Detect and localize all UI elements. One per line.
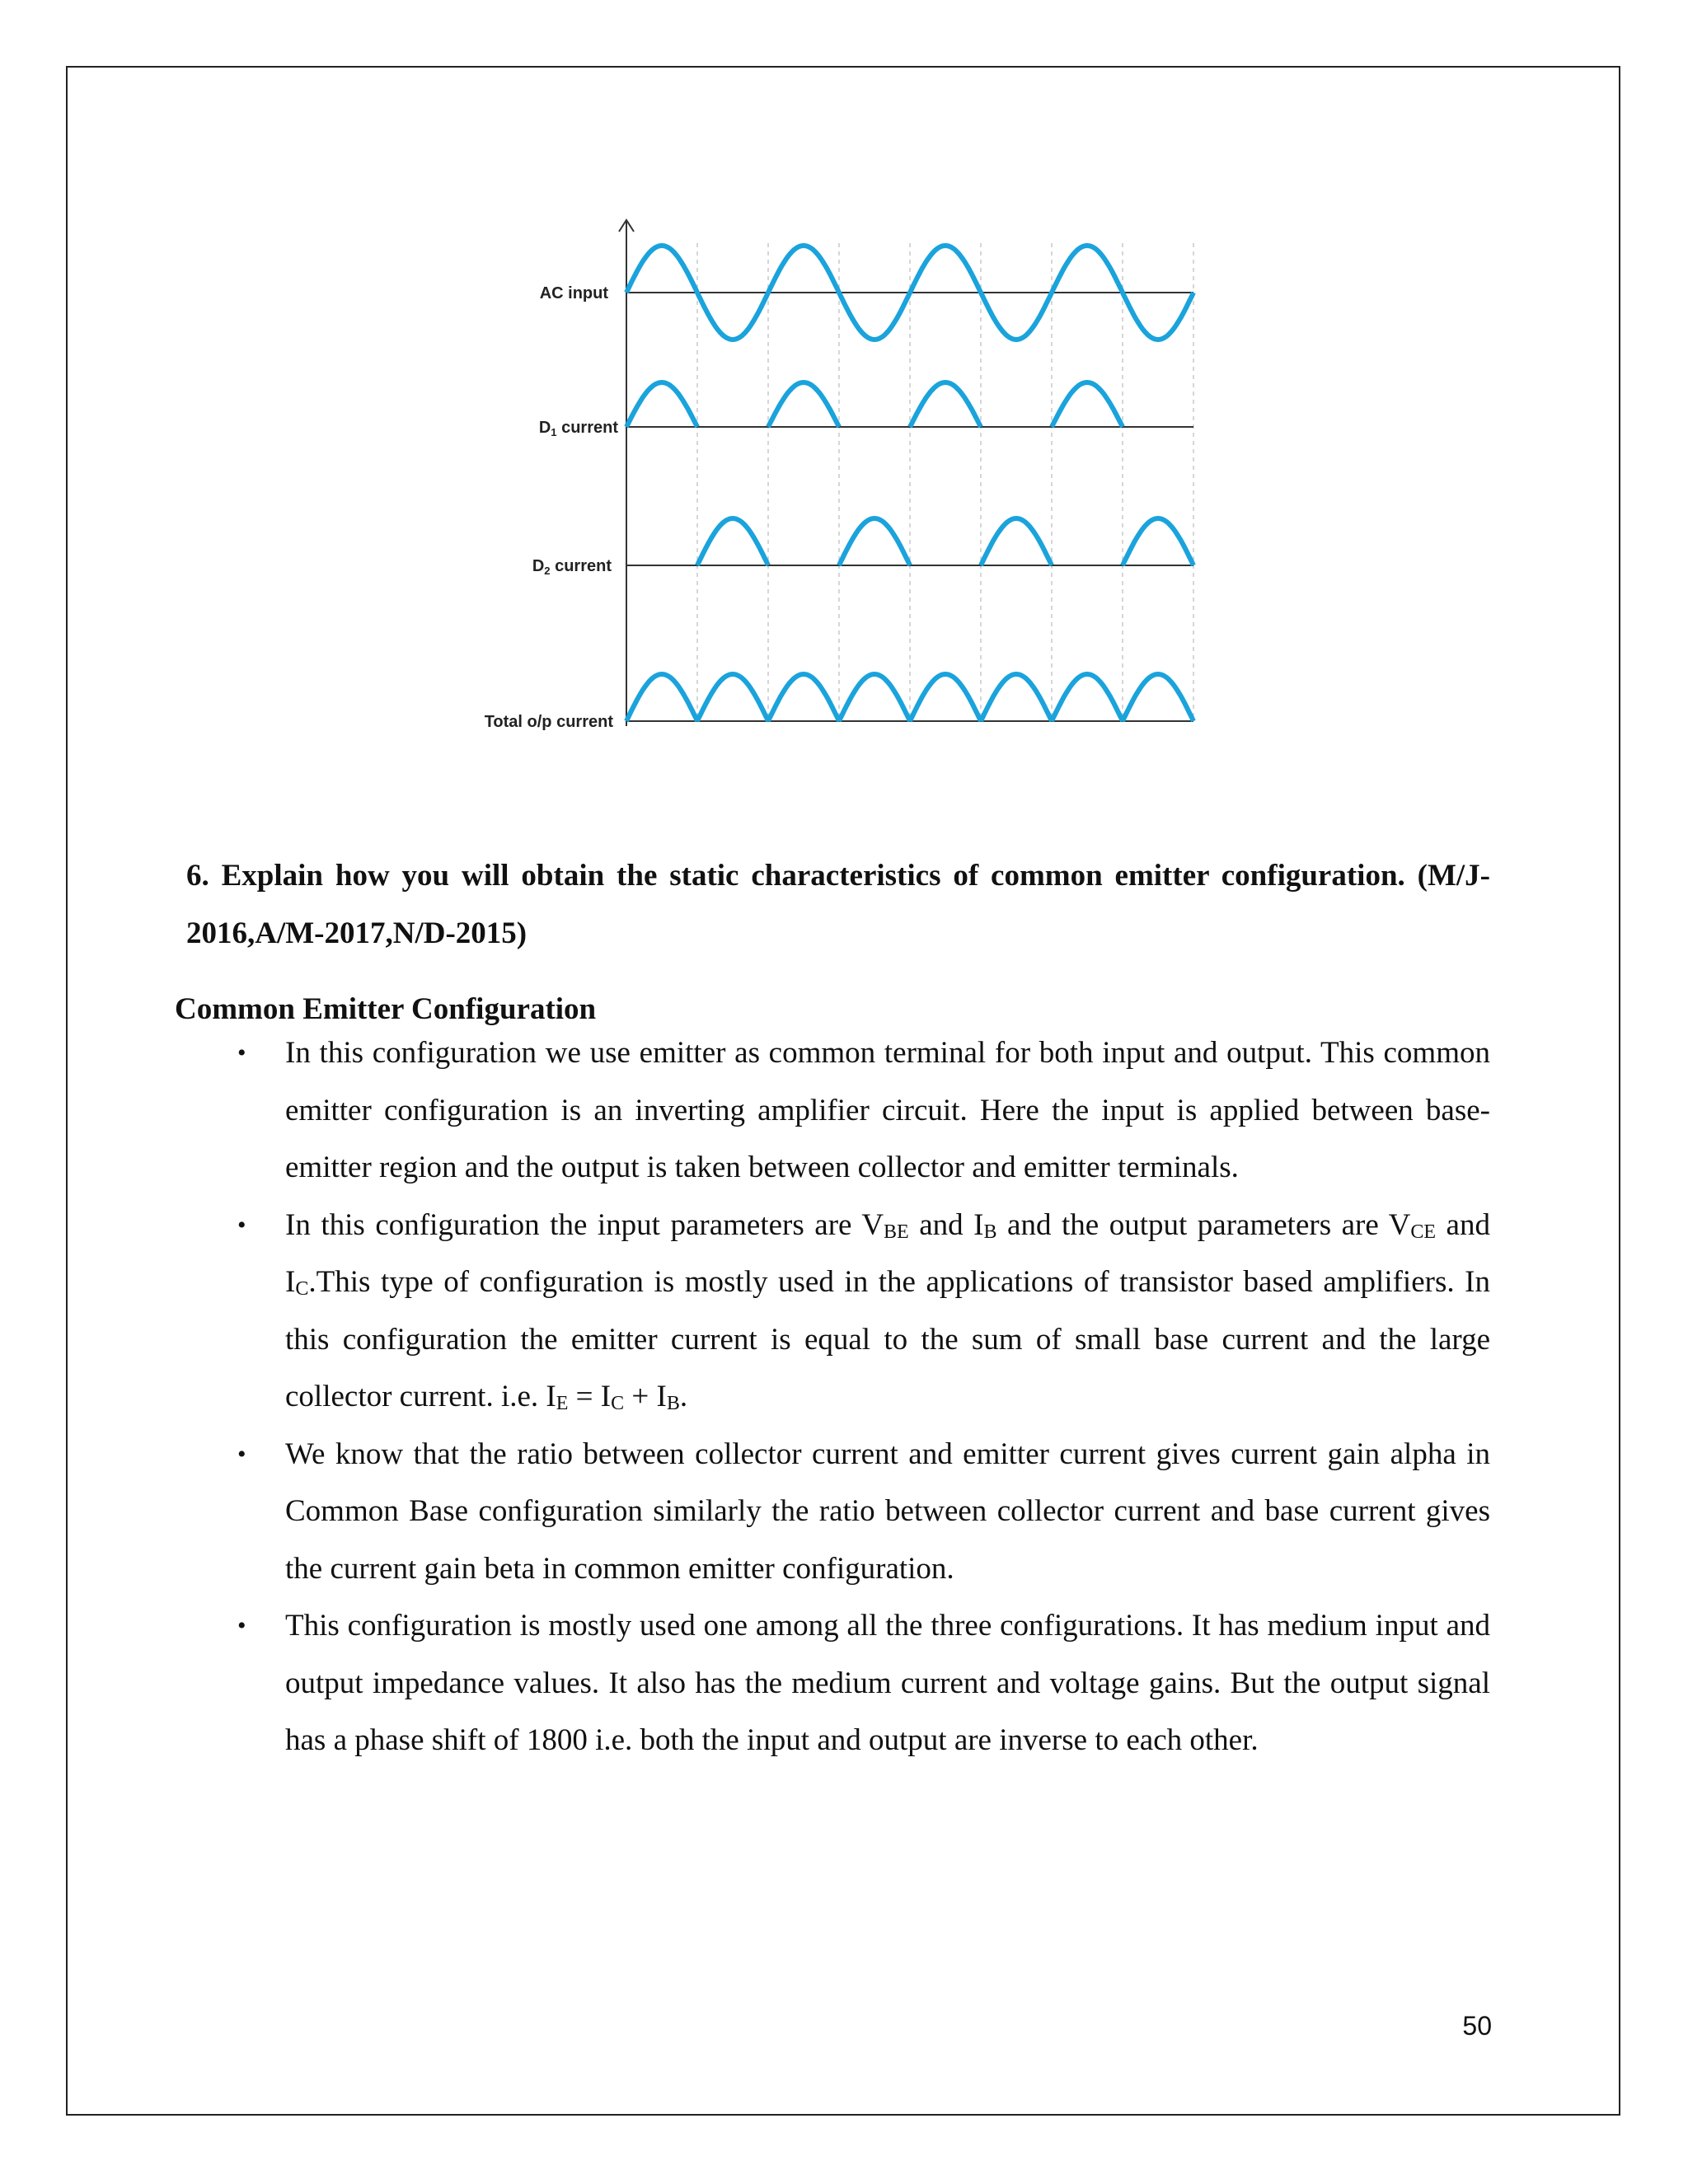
d2-current-waveform	[697, 518, 1193, 565]
bullet-icon: •	[237, 1211, 246, 1239]
bullet-text: This configuration is mostly used one among all the three configurations. It has medium input and output impedance values. It also has the medium current and voltage gains. But the output signal has a phase shift of 1800 i.e. both the input and output are inverse to each other.	[285, 1609, 1490, 1757]
list-item	[237, 1426, 1490, 1598]
list-item	[237, 1024, 1490, 1197]
dashed-guide-lines	[697, 243, 1193, 721]
bullet-icon: •	[237, 1440, 246, 1468]
rectifier-waveform-figure	[445, 210, 1269, 746]
d2-current-label: $D_2$ current	[532, 557, 612, 577]
list-item	[237, 1597, 1490, 1769]
section-heading: Common Emitter Configuration	[175, 992, 597, 1026]
bullet-text: In this configuration we use emitter as common terminal for both input and output. This common emitter configuration is an inverting amplifier circuit. Here the input is applied between base-emitter region and the output is taken between collector and emitter terminals.	[285, 1036, 1490, 1184]
list-item	[237, 1197, 1490, 1426]
bullet-icon: •	[237, 1039, 246, 1066]
bullet-icon: •	[237, 1612, 246, 1639]
page-number: 50	[1462, 2011, 1492, 2041]
bullet-list	[237, 1024, 1490, 1769]
total-output-label: Total o/p current	[484, 713, 613, 731]
bullet-text: We know that the ratio between collector current and emitter current gives current gain alpha in Common Base configuration similarly the ratio between collector current and base current gives the current gain beta in common emitter configuration.	[285, 1436, 1490, 1586]
d1-current-label: $D_1$ current	[538, 419, 618, 438]
waveform-diagram	[445, 210, 1269, 746]
bullet-text: In this configuration the input parameters are $V_{BE}$ and $I_B$ and the output parameters are $V_{CE}$ and $I_C.This$ type of configuration is mostly used in the applications of transistor based amplifiers. In this configuration the emitter current is equal to the sum of small base current and the large collector current. i.e. $I_E = I_C + I_B$.	[285, 1207, 1490, 1414]
d1-current-waveform	[626, 382, 1123, 427]
ac-input-label: AC input	[539, 284, 608, 302]
question-heading: 6. Explain how you will obtain the static characteristics of common emitter configuration. (M/J-2016,A/M-2017,N/D-2015)	[186, 859, 1490, 950]
